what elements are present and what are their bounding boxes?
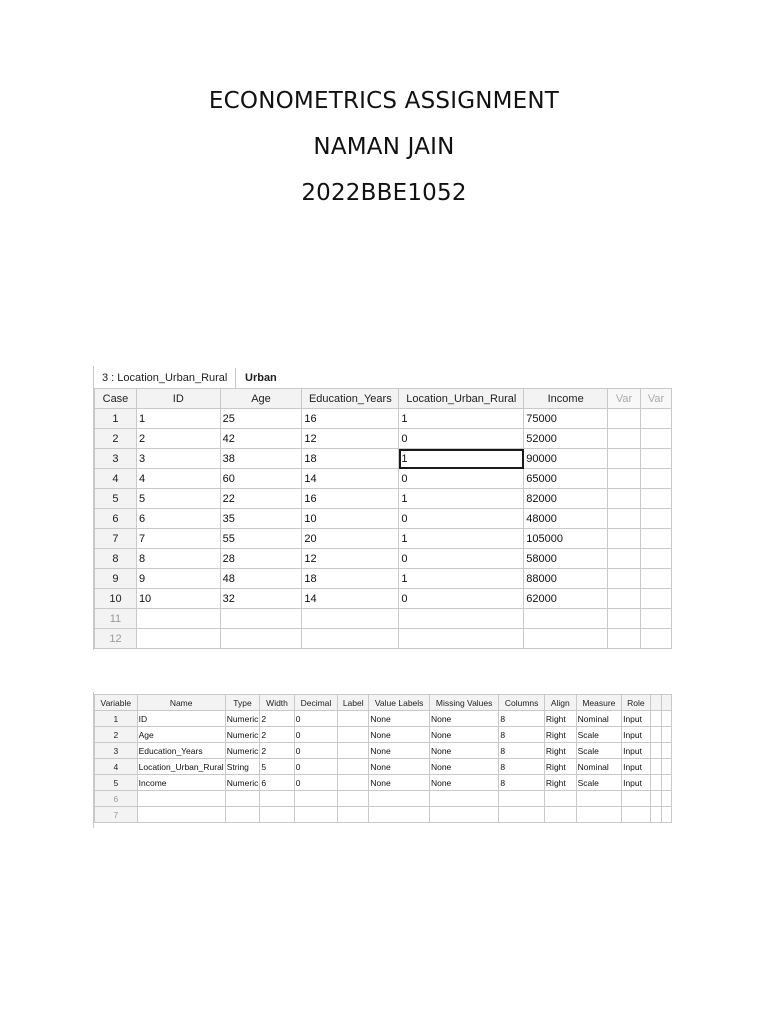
variable-cell[interactable]: Input bbox=[622, 711, 651, 727]
variable-column-header-empty bbox=[662, 695, 672, 711]
variable-cell[interactable]: Scale bbox=[576, 775, 621, 791]
data-column-header[interactable]: Var bbox=[641, 389, 672, 409]
variable-cell[interactable]: Income bbox=[137, 775, 225, 791]
data-cell[interactable]: 60 bbox=[220, 469, 302, 489]
data-cell[interactable]: 4 bbox=[136, 469, 220, 489]
variable-row-number[interactable]: 7 bbox=[95, 807, 138, 823]
variable-cell[interactable]: None bbox=[369, 759, 430, 775]
variable-cell[interactable] bbox=[338, 743, 369, 759]
data-cell[interactable] bbox=[399, 609, 524, 629]
variable-grid bbox=[94, 694, 672, 823]
empty-var-cell[interactable] bbox=[641, 609, 672, 629]
empty-var-cell[interactable] bbox=[641, 569, 672, 589]
variable-cell[interactable] bbox=[225, 807, 260, 823]
empty-var-cell[interactable] bbox=[608, 569, 641, 589]
variable-cell[interactable] bbox=[137, 807, 225, 823]
variable-cell[interactable]: 0 bbox=[294, 727, 337, 743]
data-cell[interactable]: 1 bbox=[399, 489, 524, 509]
empty-var-cell[interactable] bbox=[608, 469, 641, 489]
variable-cell[interactable]: Scale bbox=[576, 727, 621, 743]
variable-cell[interactable] bbox=[338, 759, 369, 775]
empty-var-cell[interactable] bbox=[608, 409, 641, 429]
row-number[interactable]: 11 bbox=[95, 609, 137, 629]
data-cell[interactable]: 42 bbox=[220, 429, 302, 449]
variable-cell[interactable]: None bbox=[429, 759, 498, 775]
variable-cell[interactable] bbox=[260, 791, 294, 807]
variable-cell[interactable]: Nominal bbox=[576, 759, 621, 775]
row-number[interactable]: 4 bbox=[95, 469, 137, 489]
empty-variable-cell[interactable] bbox=[662, 743, 672, 759]
variable-column-header[interactable]: Variable bbox=[95, 695, 138, 711]
variable-cell[interactable]: Right bbox=[544, 727, 576, 743]
variable-cell[interactable]: Education_Years bbox=[137, 743, 225, 759]
data-cell[interactable]: 6 bbox=[136, 509, 220, 529]
variable-cell[interactable]: None bbox=[369, 743, 430, 759]
empty-var-cell[interactable] bbox=[641, 509, 672, 529]
variable-column-header[interactable]: Measure bbox=[576, 695, 621, 711]
data-cell[interactable]: 28 bbox=[220, 549, 302, 569]
variable-cell[interactable]: None bbox=[369, 711, 430, 727]
row-number[interactable]: 5 bbox=[95, 489, 137, 509]
variable-cell[interactable]: Nominal bbox=[576, 711, 621, 727]
data-cell[interactable]: 0 bbox=[399, 589, 524, 609]
row-number[interactable]: 8 bbox=[95, 549, 137, 569]
data-column-header[interactable]: ID bbox=[136, 389, 220, 409]
variable-row-number[interactable]: 2 bbox=[95, 727, 138, 743]
data-cell[interactable]: 1 bbox=[399, 529, 524, 549]
variable-cell[interactable]: 6 bbox=[260, 775, 294, 791]
empty-var-cell[interactable] bbox=[641, 529, 672, 549]
variable-cell[interactable]: Numeric bbox=[225, 727, 260, 743]
variable-cell[interactable] bbox=[137, 791, 225, 807]
variable-cell[interactable] bbox=[369, 807, 430, 823]
data-cell[interactable]: 18 bbox=[302, 569, 399, 589]
variable-cell[interactable]: ID bbox=[137, 711, 225, 727]
data-cell[interactable]: 25 bbox=[220, 409, 302, 429]
variable-cell[interactable]: Numeric bbox=[225, 743, 260, 759]
variable-cell[interactable] bbox=[225, 791, 260, 807]
variable-cell[interactable] bbox=[294, 807, 337, 823]
empty-var-cell[interactable] bbox=[608, 509, 641, 529]
table-row bbox=[95, 775, 672, 791]
data-column-header[interactable]: Education_Years bbox=[302, 389, 399, 409]
data-cell[interactable]: 105000 bbox=[524, 529, 608, 549]
variable-cell[interactable] bbox=[429, 791, 498, 807]
table-row bbox=[95, 429, 672, 449]
data-cell[interactable]: 75000 bbox=[524, 409, 608, 429]
variable-cell[interactable] bbox=[338, 727, 369, 743]
empty-var-cell[interactable] bbox=[641, 449, 672, 469]
empty-variable-cell[interactable] bbox=[662, 727, 672, 743]
variable-row-number[interactable]: 4 bbox=[95, 759, 138, 775]
data-cell[interactable]: 1 bbox=[399, 449, 524, 469]
data-cell[interactable]: 58000 bbox=[524, 549, 608, 569]
empty-var-cell[interactable] bbox=[641, 549, 672, 569]
empty-var-cell[interactable] bbox=[641, 489, 672, 509]
data-cell[interactable] bbox=[524, 609, 608, 629]
data-cell[interactable]: 22 bbox=[220, 489, 302, 509]
variable-cell[interactable]: Location_Urban_Rural bbox=[137, 759, 225, 775]
data-cell[interactable]: 12 bbox=[302, 549, 399, 569]
variable-cell[interactable] bbox=[369, 791, 430, 807]
table-row bbox=[95, 569, 672, 589]
empty-variable-cell[interactable] bbox=[650, 743, 662, 759]
empty-var-cell[interactable] bbox=[608, 449, 641, 469]
variable-cell[interactable]: 2 bbox=[260, 743, 294, 759]
data-cell[interactable]: 0 bbox=[399, 469, 524, 489]
empty-var-cell[interactable] bbox=[641, 629, 672, 649]
variable-cell[interactable] bbox=[260, 807, 294, 823]
variable-column-header[interactable]: Columns bbox=[499, 695, 545, 711]
data-cell[interactable] bbox=[302, 629, 399, 649]
empty-var-cell[interactable] bbox=[608, 529, 641, 549]
data-cell[interactable]: 18 bbox=[302, 449, 399, 469]
data-grid-header bbox=[95, 389, 672, 409]
data-view-screenshot bbox=[93, 366, 672, 650]
variable-cell[interactable]: Input bbox=[622, 775, 651, 791]
variable-cell[interactable]: String bbox=[225, 759, 260, 775]
variable-cell[interactable] bbox=[338, 807, 369, 823]
data-cell[interactable]: 9 bbox=[136, 569, 220, 589]
row-number[interactable]: 3 bbox=[95, 449, 137, 469]
variable-cell[interactable]: 5 bbox=[260, 759, 294, 775]
table-row bbox=[95, 449, 672, 469]
empty-variable-cell[interactable] bbox=[650, 791, 662, 807]
variable-cell[interactable] bbox=[338, 791, 369, 807]
variable-cell[interactable] bbox=[622, 807, 651, 823]
data-column-header[interactable]: Age bbox=[220, 389, 302, 409]
variable-cell[interactable]: 2 bbox=[260, 711, 294, 727]
data-cell[interactable]: 0 bbox=[399, 549, 524, 569]
data-cell[interactable]: 1 bbox=[399, 409, 524, 429]
table-row bbox=[95, 589, 672, 609]
data-cell[interactable]: 20 bbox=[302, 529, 399, 549]
author-name: NAMAN JAIN bbox=[313, 134, 455, 160]
variable-row-number[interactable]: 6 bbox=[95, 791, 138, 807]
data-cell[interactable]: 7 bbox=[136, 529, 220, 549]
variable-cell[interactable]: 0 bbox=[294, 759, 337, 775]
table-row bbox=[95, 791, 672, 807]
variable-cell[interactable] bbox=[429, 807, 498, 823]
data-cell[interactable]: 8 bbox=[136, 549, 220, 569]
data-cell[interactable]: 55 bbox=[220, 529, 302, 549]
variable-cell[interactable] bbox=[499, 807, 545, 823]
data-cell[interactable]: 5 bbox=[136, 489, 220, 509]
variable-row-number[interactable]: 5 bbox=[95, 775, 138, 791]
variable-column-header-empty bbox=[650, 695, 662, 711]
data-cell[interactable]: 10 bbox=[136, 589, 220, 609]
variable-column-header[interactable]: Value Labels bbox=[369, 695, 430, 711]
empty-variable-cell[interactable] bbox=[650, 807, 662, 823]
variable-cell[interactable] bbox=[338, 711, 369, 727]
cell-reference-bar bbox=[94, 368, 672, 389]
data-cell[interactable]: 90000 bbox=[524, 449, 608, 469]
table-row bbox=[95, 409, 672, 429]
variable-cell[interactable]: Right bbox=[544, 743, 576, 759]
table-row bbox=[95, 509, 672, 529]
variable-cell[interactable]: None bbox=[429, 727, 498, 743]
data-cell[interactable]: 62000 bbox=[524, 589, 608, 609]
table-row bbox=[95, 489, 672, 509]
variable-cell[interactable]: 0 bbox=[294, 775, 337, 791]
variable-cell[interactable]: Input bbox=[622, 759, 651, 775]
variable-column-header[interactable]: Width bbox=[260, 695, 294, 711]
data-cell[interactable]: 48000 bbox=[524, 509, 608, 529]
table-row bbox=[95, 549, 672, 569]
variable-column-header[interactable]: Role bbox=[622, 695, 651, 711]
data-cell[interactable] bbox=[524, 629, 608, 649]
data-cell[interactable] bbox=[220, 609, 302, 629]
table-row bbox=[95, 629, 672, 649]
data-cell[interactable] bbox=[136, 629, 220, 649]
variable-cell[interactable] bbox=[576, 807, 621, 823]
variable-column-header[interactable]: Missing Values bbox=[429, 695, 498, 711]
empty-var-cell[interactable] bbox=[608, 429, 641, 449]
data-column-header[interactable]: Income bbox=[524, 389, 608, 409]
row-number[interactable]: 1 bbox=[95, 409, 137, 429]
variable-cell[interactable]: None bbox=[429, 743, 498, 759]
data-cell[interactable] bbox=[220, 629, 302, 649]
table-row bbox=[95, 807, 672, 823]
table-row bbox=[95, 759, 672, 775]
variable-cell[interactable]: Right bbox=[544, 711, 576, 727]
variable-column-header[interactable]: Label bbox=[338, 695, 369, 711]
data-cell[interactable]: 52000 bbox=[524, 429, 608, 449]
variable-cell[interactable]: 8 bbox=[499, 711, 545, 727]
row-number[interactable]: 6 bbox=[95, 509, 137, 529]
row-number[interactable]: 2 bbox=[95, 429, 137, 449]
document-title: ECONOMETRICS ASSIGNMENT bbox=[208, 88, 560, 114]
variable-cell[interactable] bbox=[576, 791, 621, 807]
variable-cell[interactable]: 0 bbox=[294, 743, 337, 759]
row-number[interactable]: 7 bbox=[95, 529, 137, 549]
variable-cell[interactable]: 8 bbox=[499, 759, 545, 775]
empty-variable-cell[interactable] bbox=[662, 791, 672, 807]
data-cell[interactable]: 0 bbox=[399, 429, 524, 449]
variable-cell[interactable]: 2 bbox=[260, 727, 294, 743]
empty-variable-cell[interactable] bbox=[650, 711, 662, 727]
empty-var-cell[interactable] bbox=[608, 629, 641, 649]
data-cell[interactable]: 16 bbox=[302, 409, 399, 429]
variable-view-screenshot bbox=[93, 692, 672, 828]
table-row bbox=[95, 743, 672, 759]
variable-cell[interactable]: None bbox=[369, 727, 430, 743]
variable-cell[interactable]: 0 bbox=[294, 711, 337, 727]
row-number[interactable]: 9 bbox=[95, 569, 137, 589]
row-number[interactable]: 12 bbox=[95, 629, 137, 649]
empty-variable-cell[interactable] bbox=[650, 727, 662, 743]
empty-var-cell[interactable] bbox=[608, 489, 641, 509]
data-cell[interactable]: 12 bbox=[302, 429, 399, 449]
data-cell[interactable]: 88000 bbox=[524, 569, 608, 589]
table-row bbox=[95, 469, 672, 489]
table-row bbox=[95, 727, 672, 743]
variable-cell[interactable] bbox=[294, 791, 337, 807]
empty-var-cell[interactable] bbox=[641, 469, 672, 489]
variable-cell[interactable]: None bbox=[429, 711, 498, 727]
empty-variable-cell[interactable] bbox=[650, 759, 662, 775]
variable-cell[interactable]: Right bbox=[544, 775, 576, 791]
cell-reference-name: 3 : Location_Urban_Rural bbox=[94, 368, 236, 388]
data-cell[interactable]: 32 bbox=[220, 589, 302, 609]
variable-cell[interactable] bbox=[622, 791, 651, 807]
data-cell[interactable]: 1 bbox=[136, 409, 220, 429]
empty-variable-cell[interactable] bbox=[662, 807, 672, 823]
empty-var-cell[interactable] bbox=[641, 429, 672, 449]
empty-variable-cell[interactable] bbox=[662, 775, 672, 791]
data-cell[interactable]: 16 bbox=[302, 489, 399, 509]
data-cell[interactable]: 10 bbox=[302, 509, 399, 529]
data-cell[interactable]: 38 bbox=[220, 449, 302, 469]
empty-variable-cell[interactable] bbox=[662, 759, 672, 775]
empty-var-cell[interactable] bbox=[608, 609, 641, 629]
data-column-header[interactable]: Location_Urban_Rural bbox=[399, 389, 524, 409]
data-cell[interactable]: 0 bbox=[399, 509, 524, 529]
table-row bbox=[95, 609, 672, 629]
empty-var-cell[interactable] bbox=[608, 549, 641, 569]
data-cell[interactable] bbox=[136, 609, 220, 629]
empty-variable-cell[interactable] bbox=[662, 711, 672, 727]
variable-cell[interactable] bbox=[544, 791, 576, 807]
table-row bbox=[95, 711, 672, 727]
data-cell[interactable]: 1 bbox=[399, 569, 524, 589]
variable-row-number[interactable]: 1 bbox=[95, 711, 138, 727]
variable-cell[interactable]: Right bbox=[544, 759, 576, 775]
data-column-header[interactable]: Var bbox=[608, 389, 641, 409]
data-cell[interactable]: 14 bbox=[302, 589, 399, 609]
variable-cell[interactable]: Scale bbox=[576, 743, 621, 759]
variable-cell[interactable] bbox=[544, 807, 576, 823]
empty-var-cell[interactable] bbox=[608, 589, 641, 609]
variable-cell[interactable]: 8 bbox=[499, 775, 545, 791]
variable-cell[interactable]: Numeric bbox=[225, 775, 260, 791]
variable-column-header[interactable]: Decimal bbox=[294, 695, 337, 711]
variable-grid-header bbox=[95, 695, 672, 711]
variable-cell[interactable]: None bbox=[429, 775, 498, 791]
variable-cell[interactable]: Numeric bbox=[225, 711, 260, 727]
data-cell[interactable]: 3 bbox=[136, 449, 220, 469]
variable-column-header[interactable]: Align bbox=[544, 695, 576, 711]
variable-cell[interactable]: 8 bbox=[499, 743, 545, 759]
data-cell[interactable]: 2 bbox=[136, 429, 220, 449]
variable-column-header[interactable]: Type bbox=[225, 695, 260, 711]
variable-cell[interactable] bbox=[499, 791, 545, 807]
data-cell[interactable] bbox=[399, 629, 524, 649]
row-number[interactable]: 10 bbox=[95, 589, 137, 609]
variable-row-number[interactable]: 3 bbox=[95, 743, 138, 759]
data-cell[interactable]: 82000 bbox=[524, 489, 608, 509]
data-cell[interactable]: 35 bbox=[220, 509, 302, 529]
variable-cell[interactable]: Input bbox=[622, 727, 651, 743]
variable-cell[interactable]: Input bbox=[622, 743, 651, 759]
variable-cell[interactable]: Age bbox=[137, 727, 225, 743]
data-cell[interactable]: 14 bbox=[302, 469, 399, 489]
variable-cell[interactable]: None bbox=[369, 775, 430, 791]
data-column-header[interactable]: Case bbox=[95, 389, 137, 409]
data-cell[interactable] bbox=[302, 609, 399, 629]
variable-column-header[interactable]: Name bbox=[137, 695, 225, 711]
empty-var-cell[interactable] bbox=[641, 589, 672, 609]
empty-var-cell[interactable] bbox=[641, 409, 672, 429]
roll-number: 2022BBE1052 bbox=[301, 180, 467, 206]
empty-variable-cell[interactable] bbox=[650, 775, 662, 791]
variable-cell[interactable]: 8 bbox=[499, 727, 545, 743]
table-row bbox=[95, 529, 672, 549]
data-grid bbox=[94, 388, 672, 649]
variable-cell[interactable] bbox=[338, 775, 369, 791]
data-cell[interactable]: 48 bbox=[220, 569, 302, 589]
cell-reference-value: Urban bbox=[245, 372, 277, 384]
data-cell[interactable]: 65000 bbox=[524, 469, 608, 489]
